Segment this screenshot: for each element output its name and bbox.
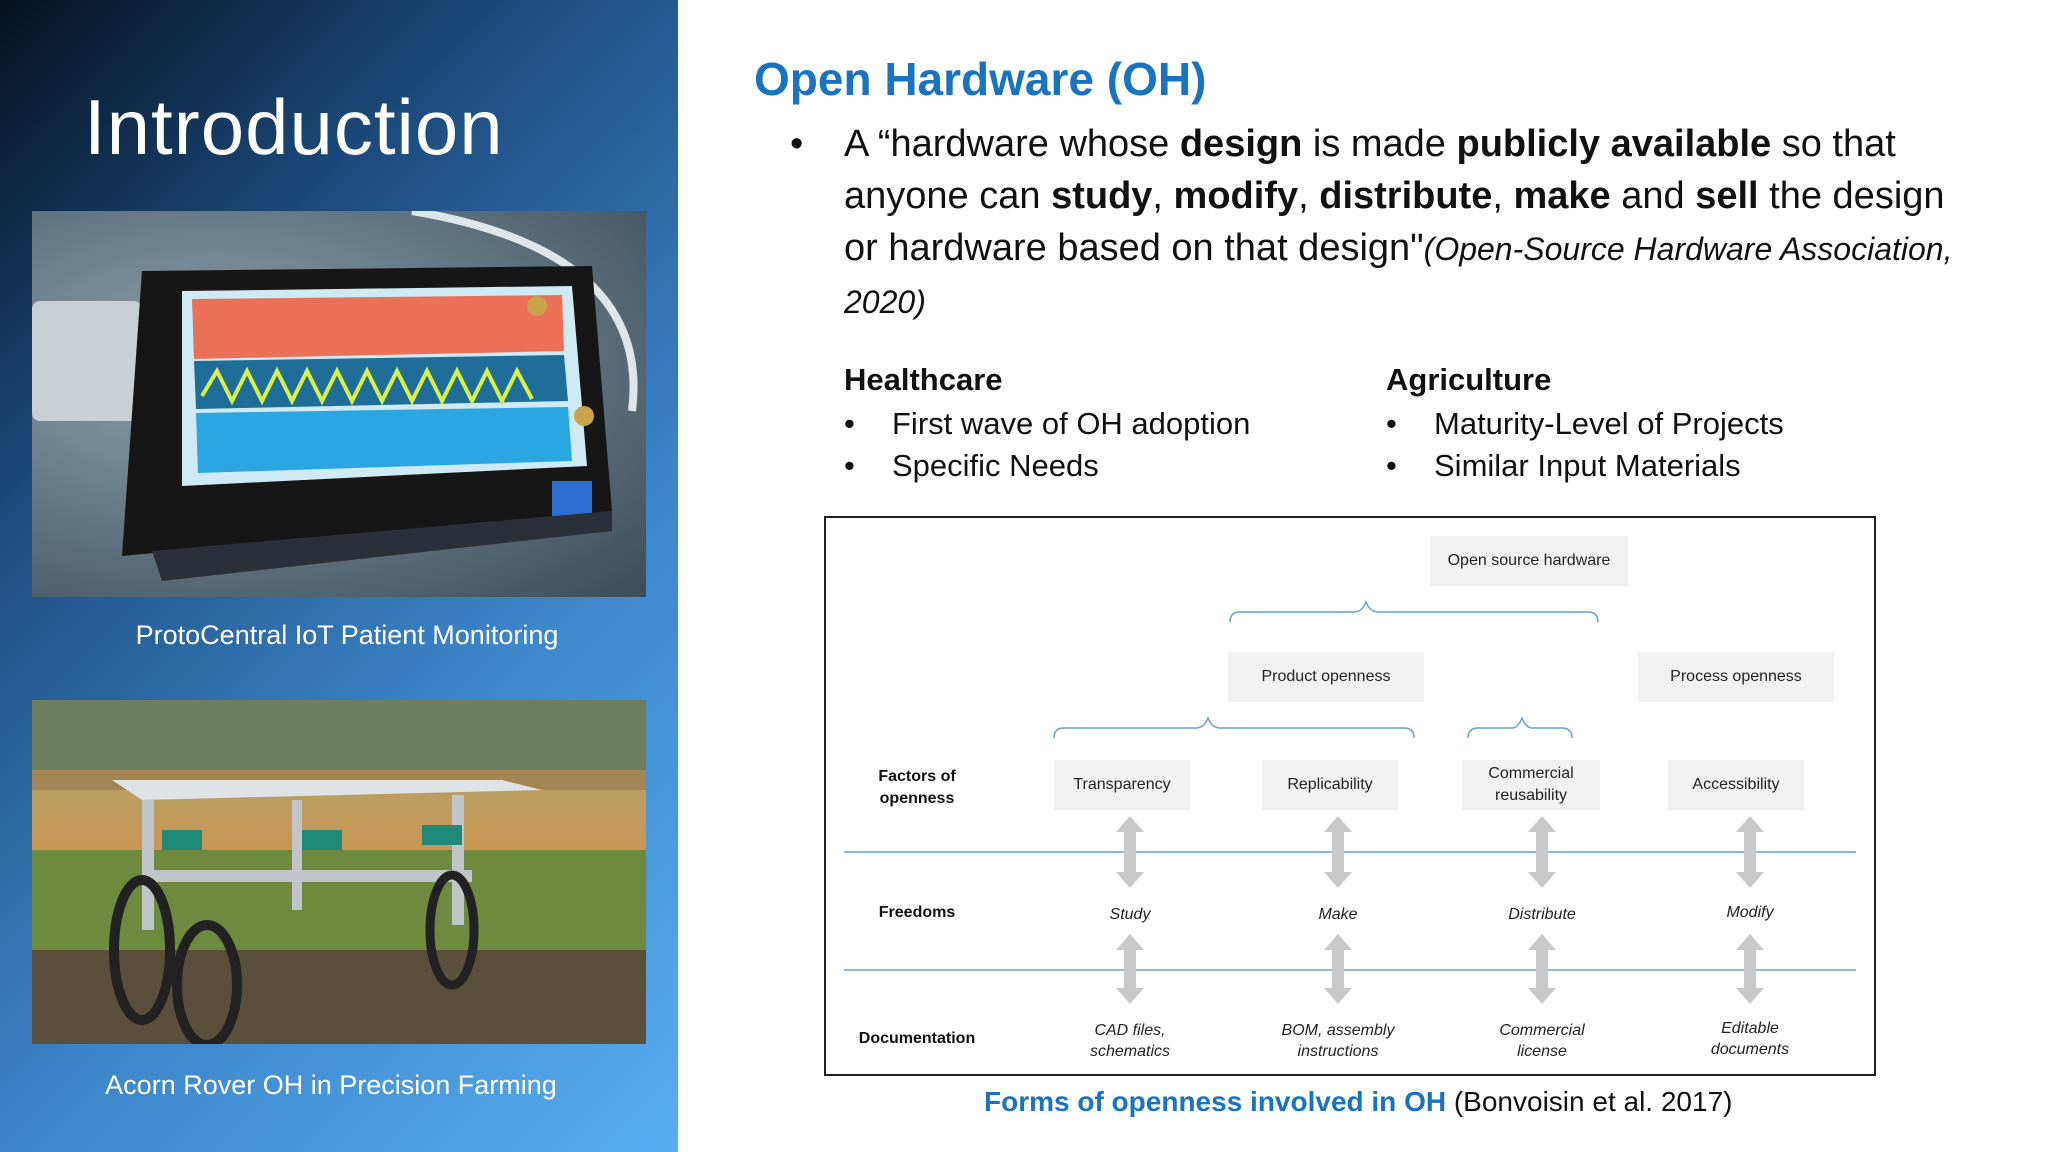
factor-box: Accessibility (1668, 760, 1804, 810)
documentation-item: Commercial license (1499, 1022, 1585, 1060)
arrows-row-2 (1116, 934, 1764, 1004)
list-item (1386, 403, 1784, 445)
acorn-rover-photo (32, 700, 646, 1044)
definition-citation: (Open-Source Hardware Association, 2020) (844, 231, 1953, 320)
factor-box: Transparency (1054, 760, 1190, 810)
double-arrow-icon (1324, 934, 1352, 1004)
documentation-item: BOM, assembly instructions (1281, 1022, 1395, 1060)
freedom-label: Study (1109, 906, 1151, 923)
definition-text (844, 118, 1974, 328)
openness-diagram (824, 516, 1876, 1076)
def-seg-bold: design (1179, 123, 1303, 165)
healthcare-heading: Healthcare (844, 362, 1003, 397)
list-item-label: Similar Input Materials (1434, 448, 1741, 483)
double-arrow-icon (1116, 934, 1144, 1004)
top-brace (1230, 602, 1598, 622)
freedoms-label: Freedoms (878, 904, 956, 921)
def-seg: , (1492, 175, 1514, 217)
process-openness-box: Process openness (1638, 652, 1834, 702)
def-seg-bold: distribute (1319, 175, 1493, 217)
list-item-label: First wave of OH adoption (892, 406, 1251, 441)
figure-caption (984, 1086, 1732, 1118)
def-seg-bold: publicly available (1456, 123, 1772, 165)
agriculture-heading: Agriculture (1386, 362, 1552, 397)
patient-monitor-photo (32, 211, 646, 597)
patient-monitor-illustration (32, 211, 646, 597)
def-seg: , (1152, 175, 1174, 217)
bullet-marker: • (1386, 406, 1397, 441)
list-item (844, 403, 1250, 445)
list-item-label: Maturity-Level of Projects (1434, 406, 1784, 441)
factor-box: Commercial reusability (1462, 760, 1600, 810)
freedom-label: Modify (1726, 904, 1774, 921)
bullet-marker: • (1386, 448, 1397, 483)
bullet-marker: • (844, 448, 855, 483)
def-seg: is made (1302, 123, 1457, 165)
figure-caption-highlight: Forms of openness involved in OH (984, 1086, 1447, 1117)
photo1-caption: ProtoCentral IoT Patient Monitoring (135, 620, 559, 650)
healthcare-list (844, 403, 1250, 487)
photo2-caption: Acorn Rover OH in Precision Farming (105, 1070, 557, 1100)
documentation-item: CAD files, schematics (1089, 1022, 1171, 1060)
freedom-label: Make (1318, 906, 1358, 923)
def-seg: and (1610, 175, 1696, 217)
product-brace (1054, 718, 1414, 738)
agriculture-list (1386, 403, 1784, 487)
def-seg-bold: study (1051, 175, 1153, 217)
rover-illustration (32, 700, 646, 1044)
def-seg: , (1298, 175, 1320, 217)
section-heading: Open Hardware (OH) (754, 53, 1207, 105)
def-seg: the design or hardware based on that design" (844, 175, 1945, 269)
double-arrow-icon (1528, 934, 1556, 1004)
def-seg-bold: sell (1695, 175, 1759, 217)
def-seg: A “hardware whose (844, 123, 1180, 165)
documentation-item: Editable documents (1710, 1020, 1790, 1058)
list-item (1386, 445, 1784, 487)
def-seg-bold: make (1513, 175, 1611, 217)
bullet-marker: • (844, 406, 855, 441)
def-seg-bold: modify (1173, 175, 1299, 217)
documentation-label: Documentation (858, 1030, 976, 1047)
def-seg: so that anyone can (844, 123, 1896, 217)
factor-box: Replicability (1262, 760, 1398, 810)
product-openness-box: Product openness (1228, 652, 1424, 702)
list-item-label: Specific Needs (892, 448, 1099, 483)
list-item (844, 445, 1250, 487)
process-brace (1468, 718, 1572, 738)
factors-label: Factors of openness (878, 768, 956, 807)
double-arrow-icon (1736, 934, 1764, 1004)
slide-title: Introduction (84, 83, 504, 171)
freedom-label: Distribute (1508, 906, 1576, 923)
left-panel (0, 0, 678, 1152)
oss-hardware-box: Open source hardware (1430, 536, 1628, 586)
figure-caption-source: (Bonvoisin et al. 2017) (1446, 1086, 1733, 1117)
bullet-marker: • (790, 123, 804, 165)
